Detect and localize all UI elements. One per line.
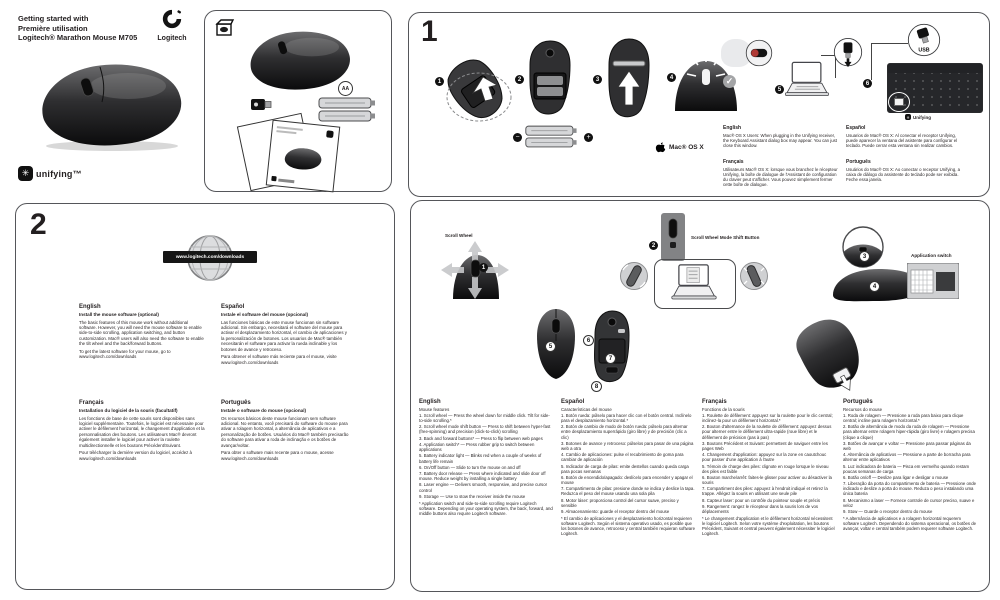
column-intro: Fonctions de la souris [702,406,745,412]
feature-item: 4. Changement d'application: appuyez sur la zone en caoutchouc pour passer d'une application à l'autre [702,452,827,463]
feature-item: 6. Botão on/off — Deslize para ligar e desligar o mouse [843,474,949,480]
feature-item: 3. Boutons Précédent et Suivant: permettent de naviguer entre les pages Web [702,440,828,451]
features-col-francais [702,399,836,537]
callout-step-6: 6 [863,79,872,88]
column-footnote: * A alternância de aplicativos e a rolagem horizontal requerem software Logitech. Dependendo do sistema operacional, os botões de avançar, voltar e central também podem requerer software Logitech. [843,516,977,532]
feature-list [561,413,695,514]
callout-feature-1: 1 [479,263,488,272]
feature-item: 6. On/Off button — Slide to turn the mouse on and off [419,464,521,470]
feature-item: 4. Cambio de aplicaciones: pulse el recubrimiento de goma para cambiar de aplicación [561,452,684,463]
unifying-logo-icon-small: ✳ [906,114,910,120]
mouse-bottom-view-image [586,309,638,385]
feature-list [702,413,836,514]
application-switch-label: Application switch [911,253,952,258]
feature-item: 6. Bouton marche/arrêt: faites-le glisser pour activer ou désactiver la souris [702,474,832,486]
column-heading: Português [221,400,251,406]
column-footer: Para obtener el software más reciente para el mouse, visite www.logitech.com/downloads [221,354,337,365]
feature-list [419,413,553,499]
column-intro: Mouse features [419,406,450,412]
feature-item: 1. Botón rueda: púlselo para hacer clic con el botón central. Inclínelo para el desplazamiento horizontal.* [561,413,692,424]
features-panel [410,200,990,592]
callout-feature-2: 2 [649,241,658,250]
feature-item: 4. Alternância de aplicativos — Pressione a parte de borracha para alternar entre aplicativos [843,452,971,463]
setup-note-espanol [846,125,966,148]
column-footnote: * Le changement d'application et le défilement horizontal nécessitent le logiciel Logitech. Selon votre système d'exploitation, les boutons Précédent, Suivant et central peuvent également nécessiter le logiciel Logitech. [702,516,835,537]
feature-item: 9. Almacenamiento: guarde el receptor dentro del mouse [561,509,670,515]
callout-step-5: 5 [775,85,784,94]
step6-keyboard-photo [887,63,983,113]
setup-note-english [723,125,839,148]
column-footer: Para obter o software mais recente para o mouse, acesse www.logitech.com/downloads [221,450,334,461]
title-line-1: Getting started with [18,14,89,23]
feature-item: 5. Battery indicator light — Blinks red when a couple of weeks of battery life remain [419,453,542,464]
mode-shift-label: Scroll Wheel Mode Shift Button [691,235,760,240]
setup-note-francais [723,159,839,188]
documentation-booklet-front [266,120,341,193]
step3-close-door-image [599,37,659,123]
feature-item: 1. Scroll wheel — Press the wheel down for middle click. Tilt for side-to-side scrolling.* [419,413,550,424]
feature-item: 7. Battery door release — Press where indicated and slide door off mouse. Reduce weight by installing a single battery [419,471,546,482]
feature-item: 5. Témoin de charge des piles: clignote en rouge lorsque le niveau des piles est faible [702,463,829,474]
feature-item: 5. Luz indicadora de bateria — Pisca em vermelho quando restam poucas semanas de carga [843,463,970,474]
step5-plug-receiver-icon [833,37,863,69]
feature-item: 9. Storage — Use to stow the receiver inside the mouse [419,493,526,499]
column-heading: English [419,399,441,405]
click-to-click-wheel-icon [739,261,769,291]
column-body: Les fonctions de base de cette souris sont disponibles sans logiciel supplémentaire. Toutefois, le logiciel est nécessaire pour activer le défilement horizontal, le changement d'application et la personnalisation des boutons. Les utilisateurs Mac® devront également installer le logiciel pour activer la roulette multidirectionnelle et les boutons Précédent/Suivant. [79,415,205,448]
feature-item: 6. Botón de encendido/apagado: deslícelo para encender y apagar el mouse [561,474,693,486]
step2-batteries-row [513,125,593,149]
feature-item: 3. Botones de avance y retroceso: púlselos para pasar de una página web a otra [561,440,694,451]
unifying-badge [18,166,82,181]
column-body: Las funciones básicas de este mouse funcionan sin software adicional. Sin embargo, necesitará el software del mouse para activar el desplazamiento horizontal, el cambio de aplicaciones y la personalización de botones. Los usuarios de Mac® también necesitarán el software para activar la rueda inclinable y los botones de avance y retroceso. [221,319,347,352]
aa-battery-size-badge: AA [338,81,353,96]
feature-item: 8. Laser engine — Delivers smooth, responsive, and precise cursor control [419,482,548,493]
note-heading: Español [846,125,866,131]
mac-osx-line [655,141,704,154]
software-col-francais [79,400,207,461]
setup-panel [408,12,990,197]
column-body: Os recursos básicos deste mouse funcionam sem software adicional. No entanto, você precisará do software do mouse para ativar a rolagem horizontal, a alternância de aplicativos e a personalização de botões. Usuários do Mac® também precisarão do software para ativar a roda de inclinação e os botões de avançar/voltar. [221,415,349,448]
software-step-number: 2 [30,208,47,241]
setup-step-number: 1 [421,15,438,48]
feature-item: 8. Capteur laser: pour un contrôle du pointeur souple et précis [702,497,820,503]
features-col-english [419,399,553,516]
logitech-glyph-icon [161,8,183,30]
features-col-portugues [843,399,977,531]
feature-item: 8. Motor láser: proporciona control del cursor suave, preciso y sensible [561,497,679,508]
feature-item: 4. Application switch* — Press rubber grip to switch between applications [419,442,535,453]
booklet-mouse-image [280,144,324,174]
column-footnote: * Application switch and side-to-side scrolling require Logitech software. Depending on your operating system, the back, forward, and middle buttons also require Logitech software. [419,500,553,517]
mouse-top-view-image [533,307,579,381]
unifying-caption-label: Unifying [913,114,931,120]
column-heading: Français [79,400,104,406]
column-subheading: Instale el software del mouse (opcional) [221,312,309,317]
step5-laptop-image [781,59,833,103]
software-col-english [79,304,207,360]
callout-feature-5: 5 [545,341,556,352]
scroll-wheel-label: Scroll Wheel [445,233,473,238]
title-line-2: Première utilisation [18,23,88,33]
unifying-wordmark: unifying™ [36,168,82,179]
receiver-storage-mouse-image [783,313,887,395]
column-body: The basic features of this mouse work without additional software. However, you will need the mouse software to enable side-to-side scrolling, application switching, and button customization. Mac® users will also need the software to enable the tilt wheel and the back/forward buttons. [79,319,204,347]
callout-step-1: 1 [435,77,444,86]
feature-item: 3. Back and forward buttons* — Press to flip between web pages [419,435,543,441]
software-col-portugues [221,400,349,461]
column-subheading: Installation du logiciel de la souris (facultatif) [79,408,178,413]
mac-osx-label: Mac® OS X [669,144,704,151]
download-url-banner: www.logitech.com/downloads [163,251,257,263]
aa-batteries-icon [317,97,381,123]
free-spin-wheel-icon [619,261,649,291]
feature-item: 5. Indicador de carga de pilas: emite destellos cuando queda carga para pocas semanas [561,463,689,474]
callout-step-3: 3 [593,75,602,84]
callout-feature-7: 7 [605,353,616,364]
column-footer: Pour télécharger la dernière version du logiciel, accédez à www.logitech.com/downloads [79,450,193,461]
column-heading: Français [702,399,727,405]
mode-box-laptop-image [666,264,722,304]
note-heading: Português [846,159,871,165]
feature-item: 9. Rangement: rangez le récepteur dans la souris lors de vos déplacements [702,504,819,515]
feature-item: 9. Stow — Guarde o receptor dentro do mouse [843,509,933,515]
step1-open-mouse-image [439,55,515,125]
feature-item: 7. Compartimento de pilas: presione donde se indica y deslice la tapa. Reduzca el peso del mouse usando una sola pila [561,486,695,497]
feature-item: 7. Liberação da porta do compartimento de bateria — Pressione onde indicado e deslize a porta do mouse. Reduza o peso instalando uma única bateria [843,481,977,497]
callout-feature-4: 4 [869,281,880,292]
feature-item: 2. Scroll wheel mode shift button — Press to shift between hyper-fast (free-spinning) and precision (click-to-click) scrolling [419,424,551,435]
apple-icon [655,141,666,154]
callout-feature-8: 8 [591,381,602,392]
feature-item: 7. Compartiment des piles: appuyez à l'endroit indiqué et retirez la trappe. Allégez la souris en utilisant une seule pile [702,486,828,497]
software-col-espanol [221,304,349,365]
feature-list [843,413,977,514]
column-heading: English [79,304,101,310]
note-body: Usuários do Mac® OS X: Ao conectar o receptor Unifying, a caixa de diálogo do assistente do teclado pode ser exibida. Feche essa janela. [846,166,960,183]
package-icon [215,19,235,37]
step2-battery-bay-image [521,39,579,119]
callout-feature-3: 3 [859,251,870,262]
column-footnote: * El cambio de aplicaciones y el desplazamiento horizontal requieren software Logitech. Según el sistema operativo usado, es posible que los botones de avance, retroceso y central también requieran software Logitech. [561,516,695,537]
usb-label: USB [918,47,930,54]
scroll-wheel-image [439,241,511,299]
batteries-icon [524,125,582,149]
column-heading: Español [221,304,245,310]
note-body: Usuarios de Mac® OS X: Al conectar el receptor Unifying, puede aparecer la ventana del asistente para configurar el teclado. Puede cerrar esta ventana sin realizar cambios. [846,132,958,149]
title-line-3: Logitech® Marathon Mouse M705 [18,33,138,42]
battery-plus-icon: + [584,133,593,142]
column-subheading: Instale o software do mouse (opcional) [221,408,306,413]
box-contents-panel [204,10,392,192]
battery-minus-icon: − [513,133,522,142]
unifying-caption [905,114,931,120]
step4-onoff-switch-closeup [745,39,773,67]
hero-mouse-photo [30,58,190,158]
column-heading: Español [561,399,585,405]
logitech-logo [152,8,192,42]
step6-usb-receiver-badge [907,23,941,57]
app-switch-closeup-image [841,225,885,269]
callout-step-2: 2 [515,75,524,84]
column-footer: To get the latest software for your mouse, go to www.logitech.com/downloads [79,349,171,360]
callout-step-4: 4 [667,73,676,82]
intro-title [18,14,137,43]
software-panel [15,203,395,590]
note-heading: Français [723,159,744,165]
note-heading: English [723,125,742,131]
column-intro: Recursos do mouse [843,406,883,412]
feature-item: 3. Botões de avançar e voltar — Pressione para passar páginas da web [843,440,971,451]
unifying-logo-icon: ✳ [18,166,33,181]
column-intro: Características del mouse [561,406,612,412]
callout-feature-6: 6 [583,335,594,346]
setup-note-portugues [846,159,966,182]
feature-item: 1. Roulette de défilement: appuyez sur la roulette pour le clic central; inclinez-la pour un défilement horizontal.* [702,413,833,424]
features-col-espanol [561,399,695,537]
note-body: Utilisateurs Mac® OS X: lorsque vous branchez le récepteur Unifying, la boîte de dialogue de l'Assistant de configuration du clavier peut s'afficher. Vous pouvez simplement fermer cette boîte de dialogue. [723,166,838,188]
check-icon: ✓ [723,75,736,88]
column-subheading: Install the mouse software (optional) [79,312,159,317]
scrolling-modes-box [654,259,736,309]
feature-item: 1. Roda de rolagem — Pressione a roda para baixo para clique central; incline para rolagem horizontal.* [843,413,964,424]
feature-item: 2. Botón de cambio de modo de botón rueda: púlselo para alternar entre desplazamiento superrápido (giro libre) y de precisión (clic a clic) [561,424,688,440]
feature-item: 2. Bouton d'alternance de la roulette de défilement: appuyez dessus pour alterner entre le défilement ultra-rapide (roue libre) et le défilement de précision (pas à pas) [702,424,832,440]
feature-item: 8. Mecanismo a laser — Fornece controle de cursor preciso, suave e veloz [843,497,975,508]
feature-item: 2. Botão de alternância de modo da roda de rolagem — Pressione para alternar entre rolagem hiper-rápida (giro livre) e rolagem precisa (clique a clique) [843,424,975,440]
application-switch-screen-image [907,263,959,299]
mode-shift-closeup-image [661,213,685,261]
logitech-wordmark: Logitech [157,35,187,42]
note-body: Mac® OS X Users: When plugging in the Unifying receiver, the Keyboard Assistant dialog box may appear. You can just close this window. [723,132,837,149]
column-heading: Português [843,399,873,405]
unifying-receiver-icon [251,97,273,112]
